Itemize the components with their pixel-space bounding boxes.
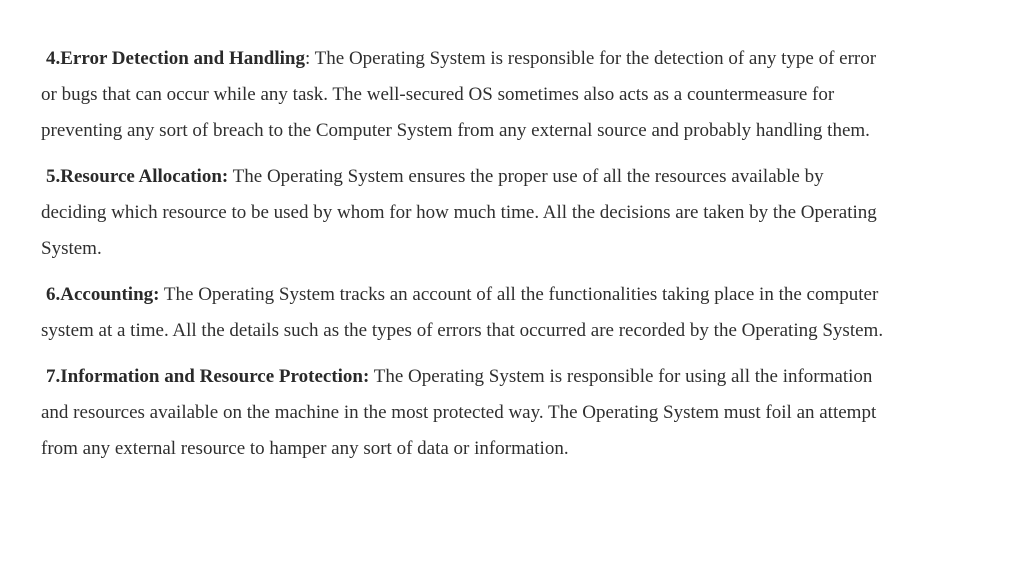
section-information-protection xyxy=(41,359,891,467)
section-separator: : xyxy=(304,48,315,69)
section-heading: 5.Resource Allocation: xyxy=(46,166,229,187)
section-body: The Operating System is responsible for the detection of any type of error or bugs that can occur while any task. The well-secured OS sometimes also acts as a countermeasure for preventing any sort of breach to the Computer System from any external source and probably handling them. xyxy=(41,48,877,141)
section-accounting xyxy=(41,277,891,349)
section-heading: 6.Accounting: xyxy=(46,284,160,305)
section-heading: 7.Information and Resource Protection: xyxy=(46,366,370,387)
document-page xyxy=(41,41,891,477)
section-body: The Operating System ensures the proper use of all the resources available by deciding which resource to be used by whom for how much time. All the decisions are taken by the Operating System. xyxy=(41,166,877,259)
section-body: The Operating System tracks an account of all the functionalities taking place in the computer system at a time. All the details such as the types of errors that occurred are recorded by the Operating System. xyxy=(41,284,884,341)
section-resource-allocation xyxy=(41,159,891,267)
section-body: The Operating System is responsible for using all the information and resources available on the machine in the most protected way. The Operating System must foil an attempt from any external resource to hamper any sort of data or information. xyxy=(41,366,877,459)
section-error-detection xyxy=(41,41,891,149)
section-heading: 4.Error Detection and Handling xyxy=(46,48,305,69)
